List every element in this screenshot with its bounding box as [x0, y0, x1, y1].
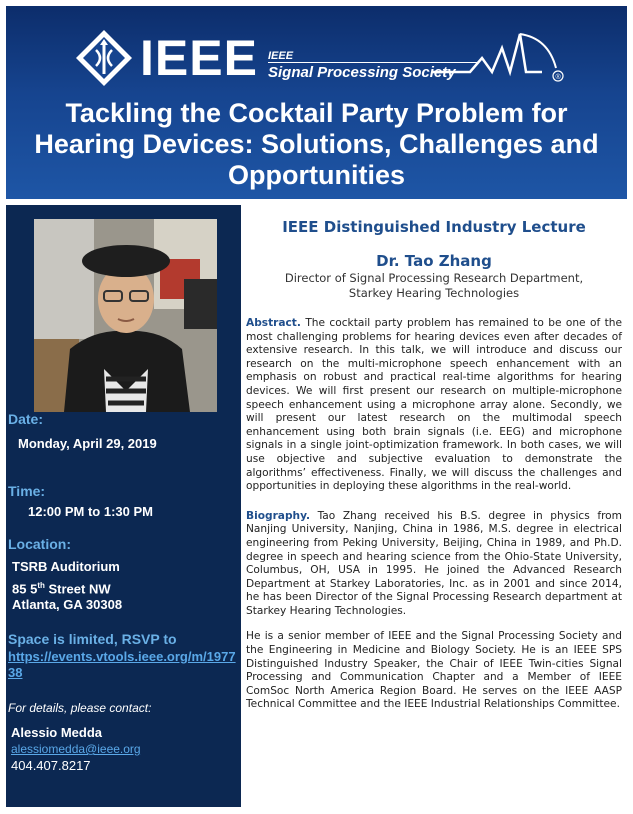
abstract-paragraph	[246, 317, 622, 494]
rsvp-label: Space is limited, RSVP to	[8, 631, 177, 647]
time-label: Time:	[8, 483, 46, 499]
biography-label: Biography.	[246, 509, 311, 522]
biography-text: Tao Zhang received his B.S. degree in physics from Nanjing University, Nanjing, China in 1986, M.S. degree in electrical engineering from Peking University, Beijing, China in 1989, and Ph.D. degree in speech and hearing science from the Ohio-State University, Columbus, OH, USA in 1995. He joined the Advanced Research Department at Starkey Laboratories, Inc. as in 2001 and since 2014, he has been Director of the Signal Processing Research department at Starkey Hearing Technologies.	[246, 509, 622, 617]
abstract-label: Abstract.	[246, 317, 301, 329]
location-label: Location:	[8, 536, 71, 552]
header-banner	[6, 6, 627, 199]
ieee-wordmark: IEEE	[140, 30, 258, 86]
location-venue: TSRB Auditorium	[12, 559, 120, 574]
contact-phone: 404.407.8217	[11, 758, 91, 773]
street-number: 85 5	[12, 581, 38, 597]
ieee-sps-logo	[70, 28, 570, 84]
lecture-content	[246, 212, 622, 712]
street-suffix: th	[37, 581, 45, 590]
page-title: Tackling the Cocktail Party Problem for Hearing Devices: Solutions, Challenges and Opportunities	[34, 98, 599, 190]
biography-paragraph	[246, 510, 622, 619]
date-value: Monday, April 29, 2019	[18, 436, 157, 451]
contact-name: Alessio Medda	[11, 725, 103, 740]
biography-paragraph-2: He is a senior member of IEEE and the Signal Processing Society and the Engineering in Medicine and Biology Society. He is an IEEE SPS Distinguished Industry Speaker, the Chair of IEEE Twin-cities Signal Processing and Communication Chapter and a Member of IEEE ComSoc North America Region Board. He serves on the IEEE AASP Technical Committee and the IEEE Industrial Relationships Committee.	[246, 630, 622, 711]
sps-waveform-icon	[430, 28, 570, 84]
event-details-sidebar	[6, 205, 241, 807]
speaker-name: Dr. Tao Zhang	[376, 252, 492, 270]
society-prefix: IEEE	[268, 50, 294, 62]
street-name: Street NW	[44, 581, 111, 597]
speaker-affiliation	[246, 271, 622, 301]
time-value: 12:00 PM to 1:30 PM	[28, 504, 153, 519]
abstract-text: The cocktail party problem has remained to be one of the most challenging problems for hearing devices even after decades of extensive research. In this talk, we will introduce and discuss our research on the multi-microphone speech enhancement with an emphasis on robust and practical real-time algorithms for hearing devices. We will first present our research on multiple-microphone speech enhancement using a microphone array alone. Secondly, we will present our latest research on the multimodal speech enhancement using both brain signals (i.e. EEG) and microphone signals in a single joint-optimization framework. In both cases, we will use objective and subjective evaluation to demonstrate the algorithms’ effectiveness. Finally, we will discuss the challenges and opportunities in deploying these algorithms in the real-world.	[246, 317, 622, 493]
contact-email-link[interactable]: alessiomedda@ieee.org	[11, 742, 141, 756]
date-label: Date:	[8, 411, 44, 427]
location-city: Atlanta, GA 30308	[12, 597, 123, 612]
society-name: Signal Processing Society	[268, 62, 478, 81]
contact-intro: For details, please contact:	[8, 701, 152, 715]
ieee-diamond-icon	[74, 28, 134, 88]
registered-mark: ®	[555, 74, 561, 81]
speaker-photo	[34, 219, 217, 412]
rsvp-link[interactable]: https://events.vtools.ieee.org/m/197738	[8, 649, 236, 680]
affiliation-line-1: Director of Signal Processing Research Department,	[284, 271, 584, 285]
lecture-type: IEEE Distinguished Industry Lecture	[282, 218, 586, 236]
affiliation-line-2: Starkey Hearing Technologies	[348, 286, 520, 300]
